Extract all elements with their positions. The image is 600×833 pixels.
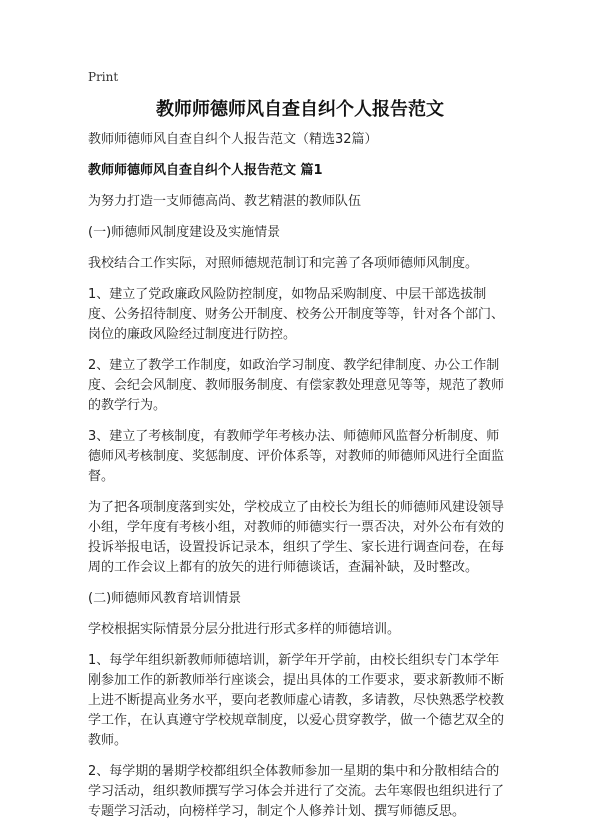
document-title: 教师师德师风自查自纠个人报告范文 — [156, 99, 444, 120]
intro-paragraph: 为努力打造一支师德高尚、教艺精湛的教师队伍 — [88, 194, 362, 209]
subheading-training: (二)师德师风教育培训情景 — [88, 591, 242, 606]
subheading-system: (一)师德师风制度建设及实施情景 — [88, 225, 281, 240]
paragraph: 3、建立了考核制度，有教师学年考核办法、师德师风监督分析制度、师德师风考核制度、奖惩制度、评价体系等，对教师的师德师风进行全面监督。 — [88, 429, 505, 484]
paragraph: 1、建立了党政廉政风险防控制度，如物品采购制度、中层干部选拔制度、公务招待制度、财务公开制度、校务公开制度等等，针对各个部门、岗位的廉政风险经过制度进行防控。 — [88, 287, 505, 342]
document-body — [88, 130, 512, 833]
paragraph: 学校根据实际情景分层分批进行形式多样的师德培训。 — [88, 622, 401, 637]
print-label: Print — [88, 70, 119, 84]
paragraph: 2、每学期的暑期学校都组织全体教师参加一星期的集中和分散相结合的学习活动，组织教师撰写学习体会并进行了交流。去年寒假也组织进行了专题学习活动，向榜样学习，制定个人修养计划、撰写师德反思。 — [88, 764, 505, 819]
paragraph: 为了把各项制度落到实处，学校成立了由校长为组长的师德师风建设领导小组，学年度有考核小组，对教师的师德实行一票否决，对外公布有效的投诉举报电话，设置投诉记录本，组织了学生、家长进行调查问卷，在每周的工作会议上都有的放矢的进行师德谈话，查漏补缺，及时整改。 — [88, 500, 505, 575]
section-heading: 教师师德师风自查自纠个人报告范文 篇1 — [88, 163, 323, 178]
paragraph: 1、每学年组织新教师师德培训，新学年开学前，由校长组织专门本学年刚参加工作的新教师举行座谈会，提出具体的工作要求，要求新教师不断上进不断提高业务水平，要向老教师虚心请教，多请教，尽快熟悉学校教学工作，在认真遵守学校规章制度，以爱心贯穿教学，做一个德艺双全的教师。 — [88, 653, 505, 748]
paragraph: 2、建立了教学工作制度，如政治学习制度、教学纪律制度、办公工作制度、会纪会风制度、教师服务制度、有偿家教处理意见等等，规范了教师的教学行为。 — [88, 358, 505, 413]
paragraph: 我校结合工作实际，对照师德规范制订和完善了各项师德师风制度。 — [88, 256, 479, 271]
document-subtitle: 教师师德师风自查自纠个人报告范文（精选32篇） — [88, 132, 378, 147]
